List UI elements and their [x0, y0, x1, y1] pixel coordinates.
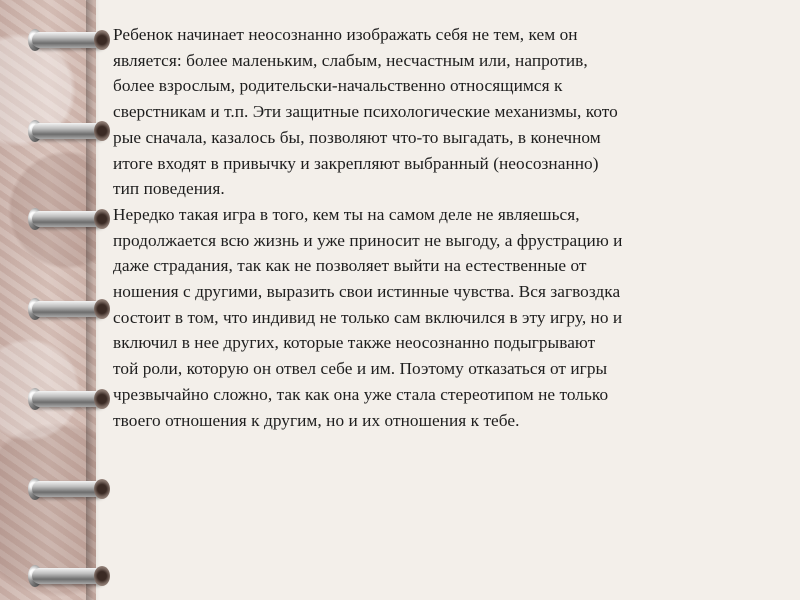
text-line: тип поведения.	[113, 179, 225, 199]
text-line: чрезвычайно сложно, так как она уже стала стереотипом не только	[113, 384, 609, 404]
text-line: рые сначала, казалось бы, позволяют что-то выгадать, в конечном	[113, 127, 601, 147]
text-line: является: более маленьким, слабым, несчастным или, напротив,	[113, 50, 588, 70]
binder-ring-icon	[28, 117, 114, 147]
text-line: Нередко такая игра в того, кем ты на самом деле не являешься,	[113, 204, 580, 224]
paragraph-1	[113, 22, 778, 202]
binder-ring-icon	[28, 295, 114, 325]
text-line: сверстникам и т.п. Эти защитные психологические механизмы, кото	[113, 102, 618, 122]
text-line: даже страдания, так как не позволяет выйти на естественные от	[113, 256, 587, 276]
text-line: твоего отношения к другим, но и их отношения к тебе.	[113, 410, 520, 430]
text-line: итоге входят в привычку и закрепляют выбранный (неосознанно)	[113, 153, 599, 173]
text-line: более взрослым, родительски-начальственно относящимся к	[113, 76, 563, 96]
text-line: той роли, которую он отвел себе и им. Поэтому отказаться от игры	[113, 359, 608, 379]
binder-ring-icon	[28, 562, 114, 592]
text-line: включил в нее других, которые также неосознанно подыгрывают	[113, 333, 596, 353]
binder-ring-icon	[28, 475, 114, 505]
binder-ring-icon	[28, 385, 114, 415]
text-line: состоит в том, что индивид не только сам включился в эту игру, но и	[113, 307, 623, 327]
binder-ring-icon	[28, 205, 114, 235]
binder-ring-icon	[28, 26, 114, 56]
text-line: Ребенок начинает неосознанно изображать себя не тем, кем он	[113, 25, 578, 44]
paragraph-2	[113, 202, 778, 433]
text-line: ношения с другими, выразить свои истинные чувства. Вся загвоздка	[113, 282, 621, 302]
body-text	[113, 22, 778, 433]
text-line: продолжается всю жизнь и уже приносит не выгоду, а фрустрацию и	[113, 230, 623, 250]
